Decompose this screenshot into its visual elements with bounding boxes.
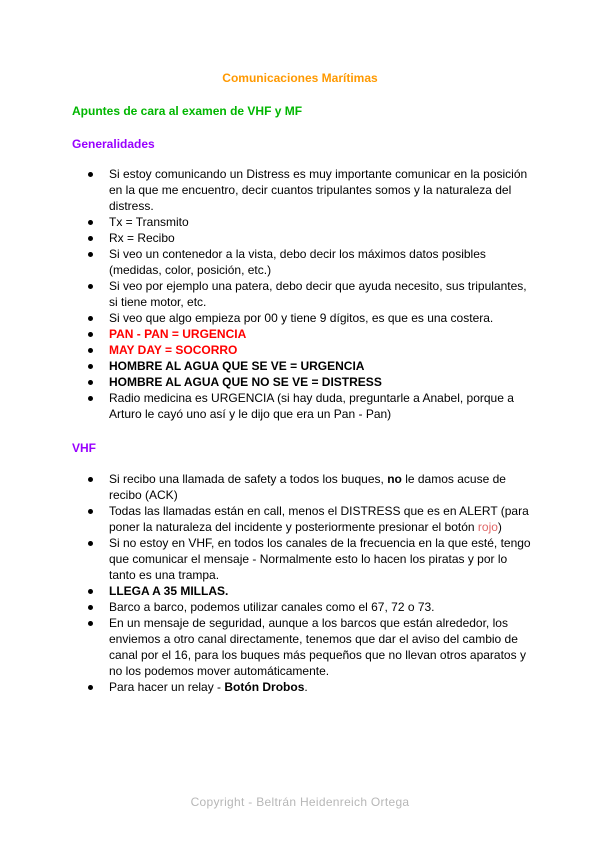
text-run-red: rojo [477, 520, 498, 534]
list-item: Tx = Transmito [72, 214, 532, 230]
document-subtitle: Apuntes de cara al examen de VHF y MF [72, 104, 303, 118]
text-run-bold: no [387, 472, 402, 486]
list-item: Si veo por ejemplo una patera, debo decir que ayuda necesito, sus tripulantes, si tiene motor, etc. [72, 278, 532, 310]
text-run: ) [497, 520, 502, 534]
text-run: Todas las llamadas están en call, menos el DISTRESS que es en ALERT (para poner la naturaleza del incidente y posteriormente presionar el botón [109, 504, 529, 534]
list-item: HOMBRE AL AGUA QUE NO SE VE = DISTRESS [72, 374, 532, 390]
list-item: Si estoy comunicando un Distress es muy importante comunicar en la posición en la que me encuentro, decir cuantos tripulantes somos y la naturaleza del distress. [72, 166, 532, 214]
section-heading-vhf: VHF [72, 441, 96, 455]
list-item: Rx = Recibo [72, 230, 532, 246]
text-run: Si recibo una llamada de safety a todos los buques, [109, 472, 388, 486]
list-item: Si veo un contenedor a la vista, debo decir los máximos datos posibles (medidas, color, posición, etc.) [72, 246, 532, 278]
list-item: Barco a barco, podemos utilizar canales como el 67, 72 o 73. [72, 599, 532, 615]
list-item [72, 503, 532, 535]
list-item: Si veo que algo empieza por 00 y tiene 9 dígitos, es que es una costera. [72, 310, 532, 326]
list-item: MAY DAY = SOCORRO [72, 342, 532, 358]
list-item: Radio medicina es URGENCIA (si hay duda, preguntarle a Anabel, porque a Arturo le cayó uno así y le dijo que era un Pan - Pan) [72, 390, 532, 422]
list-item: Si no estoy en VHF, en todos los canales de la frecuencia en la que esté, tengo que comunicar el mensaje - Normalmente esto lo hacen los piratas y por lo tanto es una trampa. [72, 535, 532, 583]
list-item [72, 471, 532, 503]
vhf-list [72, 471, 532, 695]
text-run: le damos acuse de recibo (ACK) [109, 472, 506, 502]
generalidades-list [72, 166, 532, 422]
document-title: Comunicaciones Marítimas [222, 71, 378, 85]
text-run-bold: Botón Drobos [224, 680, 305, 694]
section-heading-generalidades: Generalidades [72, 137, 155, 151]
list-item: PAN - PAN = URGENCIA [72, 326, 532, 342]
list-item: LLEGA A 35 MILLAS. [72, 583, 532, 599]
list-item: En un mensaje de seguridad, aunque a los barcos que están alrededor, los enviemos a otro canal directamente, tenemos que dar el aviso del cambio de canal por el 16, para los buques más pequeños que no llevan otros aparatos y no los podemos mover automáticamente. [72, 615, 532, 679]
text-run: . [304, 680, 308, 694]
copyright-footer: Copyright - Beltrán Heidenreich Ortega [190, 795, 410, 809]
list-item [72, 679, 532, 695]
list-item: HOMBRE AL AGUA QUE SE VE = URGENCIA [72, 358, 532, 374]
text-run: Para hacer un relay - [109, 680, 225, 694]
